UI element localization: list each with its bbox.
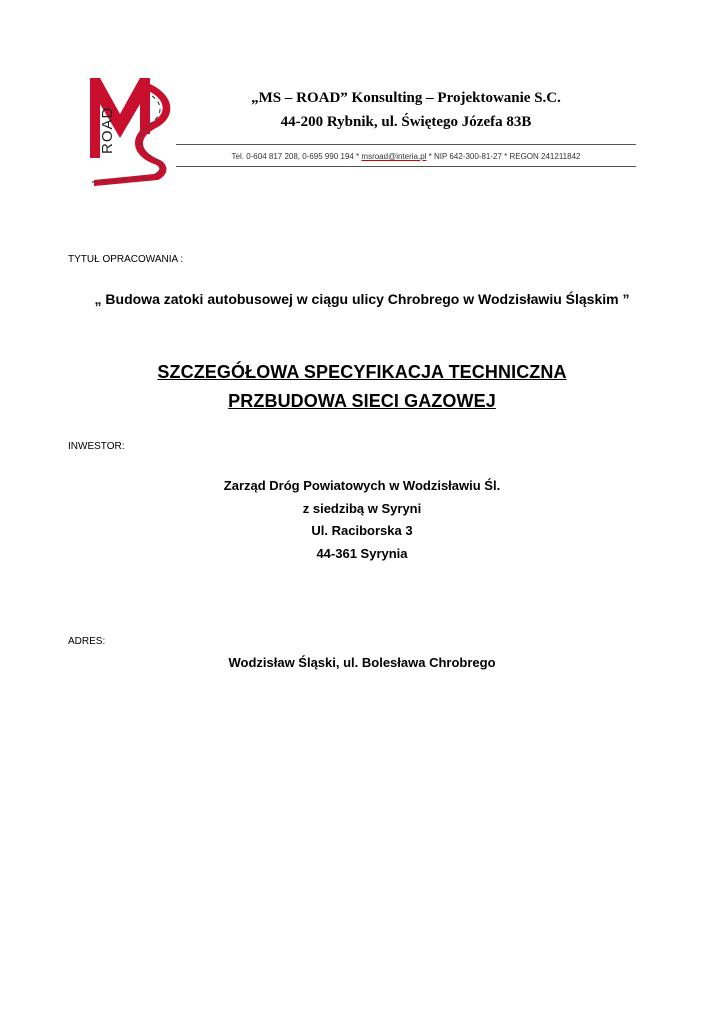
contact-email[interactable]: msroad@interia.pl — [361, 152, 427, 161]
investor-name: Zarząd Dróg Powiatowych w Wodzisławiu Śl. — [223, 478, 501, 493]
investor-postcode: 44-361 Syrynia — [316, 546, 408, 561]
document-subject-heading: PRZBUDOWA SIECI GAZOWEJ — [228, 391, 496, 411]
investor-seat: z siedzibą w Syryni — [302, 501, 422, 516]
site-address: Wodzisław Śląski, ul. Bolesława Chrobrego — [228, 655, 496, 670]
header-rule-top — [176, 144, 636, 145]
contact-registration: * NIP 642-300-81-27 * REGON 241211842 — [426, 152, 581, 161]
company-address: 44-200 Rybnik, ul. Świętego Józefa 83B — [280, 114, 532, 130]
investor-label: INWESTOR: — [68, 441, 125, 452]
contact-line — [176, 152, 636, 161]
title-label: TYTUŁ OPRACOWANIA : — [68, 254, 184, 265]
company-name: „MS – ROAD” Konsulting – Projektowanie S.C. — [251, 90, 561, 106]
svg-text:ROAD: ROAD — [99, 106, 116, 154]
header-rule-bottom — [176, 166, 636, 167]
contact-phones: Tel. 0-604 817 208, 0-695 990 194 * — [231, 152, 362, 161]
address-label: ADRES: — [68, 636, 106, 647]
project-title: „ Budowa zatoki autobusowej w ciągu ulicy Chrobrego w Wodzisławiu Śląskim ” — [94, 291, 630, 307]
investor-street: Ul. Raciborska 3 — [311, 523, 413, 538]
document-type-heading: SZCZEGÓŁOWA SPECYFIKACJA TECHNICZNA — [157, 362, 567, 382]
company-logo — [84, 74, 176, 190]
